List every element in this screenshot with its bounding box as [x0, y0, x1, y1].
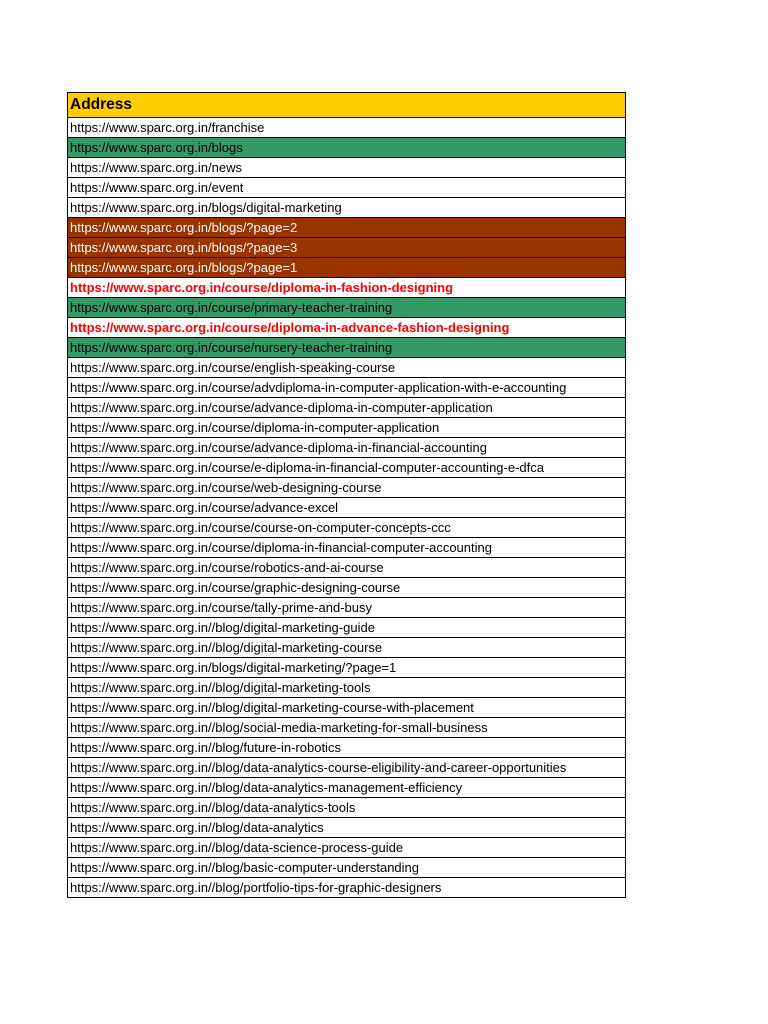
address-cell[interactable]: https://www.sparc.org.in/course/course-on-computer-concepts-ccc	[68, 518, 626, 538]
table-row	[68, 558, 626, 578]
table-row	[68, 798, 626, 818]
table-row	[68, 478, 626, 498]
table-row	[68, 338, 626, 358]
address-rows	[68, 118, 626, 898]
table-row	[68, 498, 626, 518]
address-cell[interactable]: https://www.sparc.org.in/course/diploma-in-computer-application	[68, 418, 626, 438]
table-row	[68, 838, 626, 858]
table-row	[68, 598, 626, 618]
address-cell[interactable]: https://www.sparc.org.in//blog/data-analytics-management-efficiency	[68, 778, 626, 798]
address-cell[interactable]: https://www.sparc.org.in/course/nursery-teacher-training	[68, 338, 626, 358]
table-row	[68, 778, 626, 798]
table-row	[68, 198, 626, 218]
address-cell[interactable]: https://www.sparc.org.in//blog/data-analytics	[68, 818, 626, 838]
address-cell[interactable]: https://www.sparc.org.in//blog/digital-marketing-course-with-placement	[68, 698, 626, 718]
table-row	[68, 518, 626, 538]
address-cell[interactable]: https://www.sparc.org.in/blogs/?page=2	[68, 218, 626, 238]
table-row	[68, 638, 626, 658]
table-row	[68, 158, 626, 178]
table-row	[68, 458, 626, 478]
table-row	[68, 718, 626, 738]
address-cell[interactable]: https://www.sparc.org.in/blogs/digital-marketing	[68, 198, 626, 218]
table-row	[68, 818, 626, 838]
address-cell[interactable]: https://www.sparc.org.in//blog/social-media-marketing-for-small-business	[68, 718, 626, 738]
table-row	[68, 758, 626, 778]
address-cell[interactable]: https://www.sparc.org.in//blog/digital-marketing-course	[68, 638, 626, 658]
address-cell[interactable]: https://www.sparc.org.in/franchise	[68, 118, 626, 138]
table-row	[68, 698, 626, 718]
address-cell[interactable]: https://www.sparc.org.in/news	[68, 158, 626, 178]
address-cell[interactable]: https://www.sparc.org.in/course/diploma-in-financial-computer-accounting	[68, 538, 626, 558]
address-cell[interactable]: https://www.sparc.org.in/course/graphic-designing-course	[68, 578, 626, 598]
table-row	[68, 258, 626, 278]
table-row	[68, 578, 626, 598]
table-row	[68, 378, 626, 398]
address-cell[interactable]: https://www.sparc.org.in/blogs/?page=1	[68, 258, 626, 278]
address-cell[interactable]: https://www.sparc.org.in//blog/data-analytics-course-eligibility-and-career-opportunities	[68, 758, 626, 778]
table-row	[68, 418, 626, 438]
table-row	[68, 318, 626, 338]
table-row	[68, 218, 626, 238]
address-cell[interactable]: https://www.sparc.org.in//blog/future-in-robotics	[68, 738, 626, 758]
address-cell[interactable]: https://www.sparc.org.in/blogs/digital-marketing/?page=1	[68, 658, 626, 678]
table-row	[68, 118, 626, 138]
table-row	[68, 858, 626, 878]
table-row	[68, 618, 626, 638]
address-cell[interactable]: https://www.sparc.org.in//blog/digital-marketing-tools	[68, 678, 626, 698]
address-cell[interactable]: https://www.sparc.org.in/course/primary-teacher-training	[68, 298, 626, 318]
address-cell[interactable]: https://www.sparc.org.in/event	[68, 178, 626, 198]
address-cell[interactable]: https://www.sparc.org.in/course/web-designing-course	[68, 478, 626, 498]
table-row	[68, 298, 626, 318]
address-cell[interactable]: https://www.sparc.org.in/blogs	[68, 138, 626, 158]
table-row	[68, 358, 626, 378]
address-cell[interactable]: https://www.sparc.org.in//blog/data-science-process-guide	[68, 838, 626, 858]
address-cell[interactable]: https://www.sparc.org.in/course/advance-excel	[68, 498, 626, 518]
table-row	[68, 238, 626, 258]
address-cell[interactable]: https://www.sparc.org.in//blog/portfolio-tips-for-graphic-designers	[68, 878, 626, 898]
table-row	[68, 678, 626, 698]
address-cell[interactable]: https://www.sparc.org.in/course/advdiploma-in-computer-application-with-e-accounting	[68, 378, 626, 398]
address-header-cell[interactable]: Address	[68, 93, 626, 118]
table-row	[68, 538, 626, 558]
address-cell[interactable]: https://www.sparc.org.in/course/e-diploma-in-financial-computer-accounting-e-dfca	[68, 458, 626, 478]
table-row	[68, 658, 626, 678]
table-row	[68, 278, 626, 298]
table-row	[68, 438, 626, 458]
address-cell[interactable]: https://www.sparc.org.in/course/advance-diploma-in-financial-accounting	[68, 438, 626, 458]
address-cell[interactable]: https://www.sparc.org.in/course/english-speaking-course	[68, 358, 626, 378]
address-cell[interactable]: https://www.sparc.org.in/course/robotics-and-ai-course	[68, 558, 626, 578]
address-cell[interactable]: https://www.sparc.org.in//blog/digital-marketing-guide	[68, 618, 626, 638]
address-cell[interactable]: https://www.sparc.org.in//blog/data-analytics-tools	[68, 798, 626, 818]
table-row	[68, 178, 626, 198]
table-row	[68, 138, 626, 158]
address-cell[interactable]: https://www.sparc.org.in/course/diploma-in-advance-fashion-designing	[68, 318, 626, 338]
table-row	[68, 878, 626, 898]
address-cell[interactable]: https://www.sparc.org.in/blogs/?page=3	[68, 238, 626, 258]
table-row	[68, 738, 626, 758]
table-row	[68, 398, 626, 418]
header-row	[68, 93, 626, 118]
address-table	[67, 92, 626, 898]
address-cell[interactable]: https://www.sparc.org.in//blog/basic-computer-understanding	[68, 858, 626, 878]
address-cell[interactable]: https://www.sparc.org.in/course/diploma-in-fashion-designing	[68, 278, 626, 298]
address-cell[interactable]: https://www.sparc.org.in/course/advance-diploma-in-computer-application	[68, 398, 626, 418]
address-cell[interactable]: https://www.sparc.org.in/course/tally-prime-and-busy	[68, 598, 626, 618]
